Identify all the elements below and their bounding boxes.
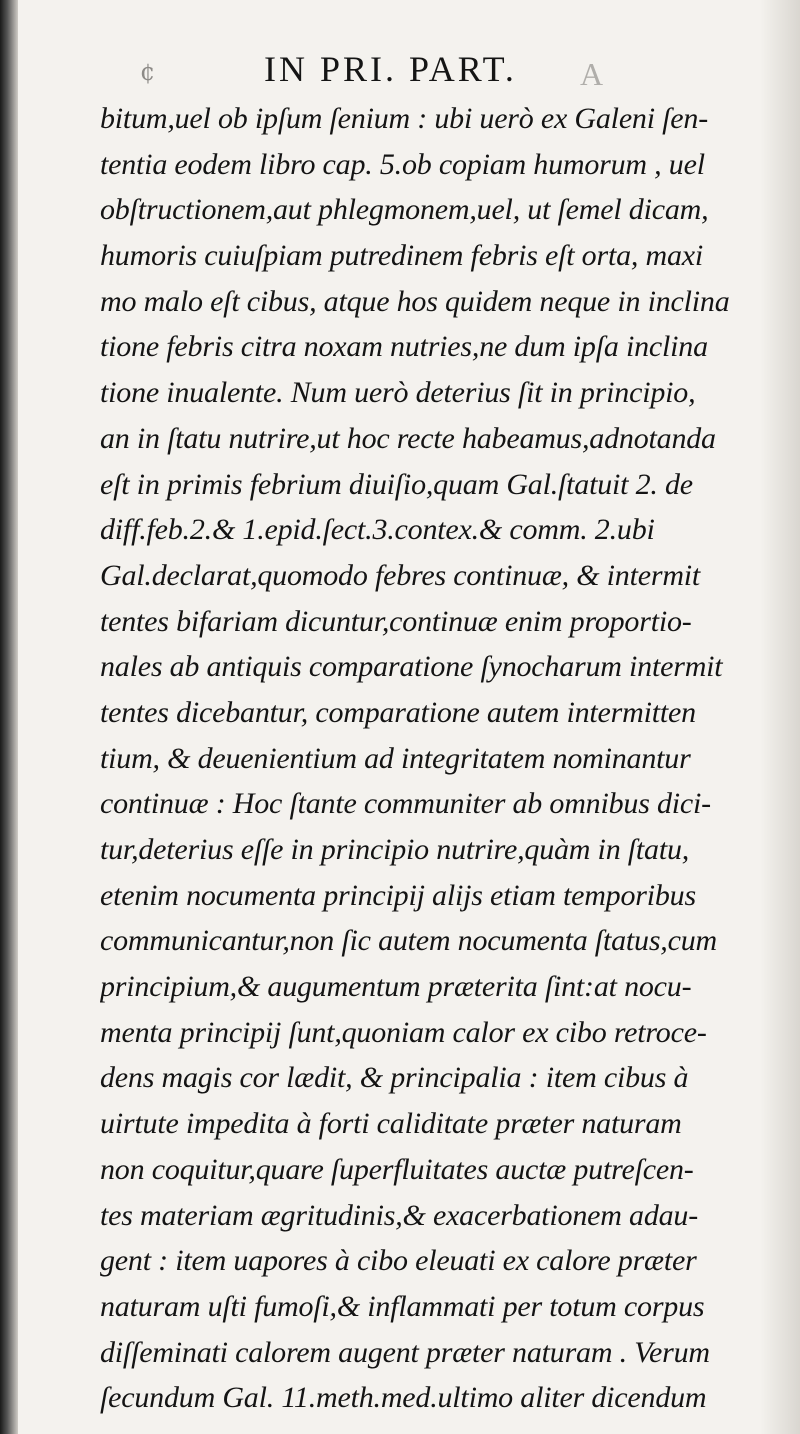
text-line-12: tentes bifariam dicuntur,continuæ enim proportio- — [100, 604, 692, 638]
text-line-6: tione febris citra noxam nutries,ne dum ipſa inclina — [100, 330, 708, 364]
text-line-5: mo malo eſt cibus, atque hos quidem neque in inclina — [100, 284, 730, 318]
text-line-25: tes materiam ægritudinis,& exacerbationem adau- — [100, 1198, 699, 1232]
text-line-7: tione inualente. Num uerò deterius ſit in principio, — [100, 376, 696, 410]
header-ornament-left: ¢ — [140, 58, 156, 86]
text-line-18: etenim nocumenta principij alijs etiam temporibus — [100, 878, 696, 912]
running-header — [140, 48, 700, 92]
text-line-14: tentes dicebantur, comparatione autem intermitten — [100, 695, 696, 729]
text-line-29: ſecundum Gal. 11.meth.med.ultimo aliter dicendum — [100, 1381, 707, 1415]
text-line-3: obſtructionem,aut phlegmonem,uel, ut ſemel dicam, — [100, 193, 709, 227]
body-text — [100, 96, 768, 1421]
text-line-27: naturam uſti fumoſi,& inflammati per totum corpus — [100, 1289, 705, 1323]
text-line-2: tentia eodem libro cap. 5.ob copiam humorum , uel — [100, 147, 705, 181]
running-head-title: IN PRI. PART. — [264, 49, 517, 89]
text-line-4: humoris cuiuſpiam putredinem febris eſt orta, maxi — [100, 239, 704, 273]
text-line-24: non coquitur,quare ſuperfluitates auctæ putreſcen- — [100, 1152, 694, 1186]
text-line-13: nales ab antiquis comparatione ſynocharum intermit — [100, 650, 723, 684]
header-ornament-right: A — [580, 56, 604, 92]
text-line-10: diff.feb.2.& 1.epid.ſect.3.contex.& comm. 2.ubi — [100, 513, 655, 547]
text-line-9: eſt in primis febrium diuiſio,quam Gal.ſtatuit 2. de — [100, 467, 693, 501]
text-line-21: menta principij ſunt,quoniam calor ex cibo retroce- — [100, 1015, 707, 1049]
text-line-15: tium, & deuenientium ad integritatem nominantur — [100, 741, 691, 775]
text-line-17: tur,deterius eſſe in principio nutrire,quàm in ſtatu, — [100, 833, 690, 866]
text-line-23: uirtute impedita à forti caliditate præter naturam — [100, 1107, 682, 1141]
text-line-8: an in ſtatu nutrire,ut hoc recte habeamus,adnotanda — [100, 421, 716, 455]
binding-gutter-shadow — [0, 0, 18, 1434]
text-line-22: dens magis cor lædit, & principalia : item cibus à — [100, 1061, 689, 1095]
text-line-20: principium,& augumentum præterita ſint:at nocu- — [100, 970, 692, 1004]
text-line-11: Gal.declarat,quomodo febres continuæ, & intermit — [100, 558, 701, 592]
text-line-28: diſſeminati calorem augent præter naturam . Verum — [100, 1335, 710, 1369]
text-line-26: gent : item uapores à cibo eleuati ex calore præter — [100, 1244, 697, 1278]
text-line-1: bitum,uel ob ipſum ſenium : ubi uerò ex Galeni ſen- — [100, 102, 709, 135]
text-line-19: communicantur,non ſic autem nocumenta ſtatus,cum — [100, 924, 717, 958]
text-line-16: continuæ : Hoc ſtante communiter ab omnibus dici- — [100, 787, 711, 821]
